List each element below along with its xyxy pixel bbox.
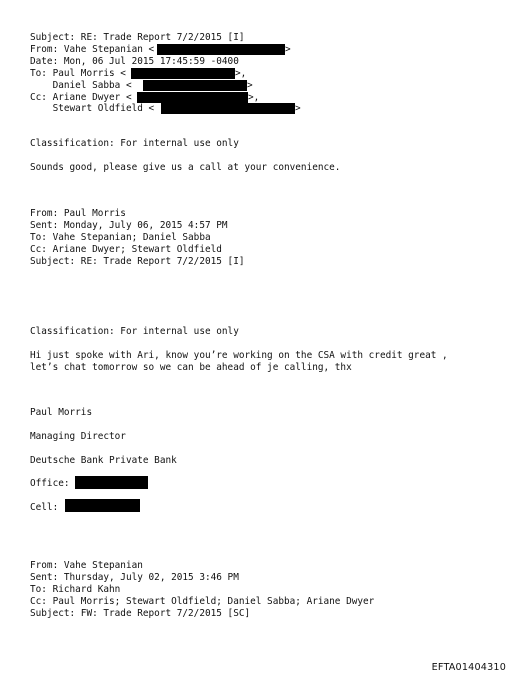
redaction-bar bbox=[75, 476, 148, 489]
signature-name: Paul Morris bbox=[30, 407, 93, 418]
redaction-bar bbox=[65, 499, 140, 512]
quoted1-body-line2: let’s chat tomorrow so we can be ahead of je calling, thx bbox=[30, 362, 352, 373]
message1-classification: Classification: For internal use only bbox=[30, 138, 239, 149]
header-from-prefix: From: Vahe Stepanian < bbox=[30, 44, 155, 55]
header-to2-suffix: > bbox=[247, 80, 253, 91]
header-from-suffix: > bbox=[285, 44, 291, 55]
quoted1-subject: Subject: RE: Trade Report 7/2/2015 [I] bbox=[30, 256, 245, 267]
header-subject: Subject: RE: Trade Report 7/2/2015 [I] bbox=[30, 32, 245, 43]
quoted1-sent: Sent: Monday, July 06, 2015 4:57 PM bbox=[30, 220, 228, 231]
quoted2-cc: Cc: Paul Morris; Stewart Oldfield; Daniel Sabba; Ariane Dwyer bbox=[30, 596, 375, 607]
header-date: Date: Mon, 06 Jul 2015 17:45:59 -0400 bbox=[30, 56, 239, 67]
bates-number: EFTA01404310 bbox=[431, 662, 506, 673]
quoted2-to: To: Richard Kahn bbox=[30, 584, 121, 595]
header-to-prefix: To: Paul Morris < bbox=[30, 68, 126, 79]
quoted2-sent: Sent: Thursday, July 02, 2015 3:46 PM bbox=[30, 572, 239, 583]
quoted2-subject: Subject: FW: Trade Report 7/2/2015 [SC] bbox=[30, 608, 251, 619]
quoted1-cc: Cc: Ariane Dwyer; Stewart Oldfield bbox=[30, 244, 222, 255]
signature-company: Deutsche Bank Private Bank bbox=[30, 455, 177, 466]
redaction-bar bbox=[143, 80, 247, 91]
quoted1-classification: Classification: For internal use only bbox=[30, 326, 239, 337]
quoted1-body-line1: Hi just spoke with Ari, know you’re working on the CSA with credit great , bbox=[30, 350, 448, 361]
signature-office-label: Office: bbox=[30, 478, 70, 489]
header-cc-suffix: >, bbox=[248, 92, 260, 103]
quoted1-from: From: Paul Morris bbox=[30, 208, 126, 219]
signature-title: Managing Director bbox=[30, 431, 126, 442]
redaction-bar bbox=[131, 68, 235, 79]
message1-body: Sounds good, please give us a call at your convenience. bbox=[30, 162, 341, 173]
redaction-bar bbox=[137, 92, 248, 103]
redaction-bar bbox=[157, 44, 285, 55]
header-cc2-prefix: Stewart Oldfield < bbox=[30, 103, 155, 114]
header-cc-prefix: Cc: Ariane Dwyer < bbox=[30, 92, 132, 103]
signature-cell-label: Cell: bbox=[30, 502, 59, 513]
redaction-bar bbox=[161, 103, 295, 114]
header-cc2-suffix: > bbox=[295, 103, 301, 114]
header-to-suffix: >, bbox=[235, 68, 247, 79]
header-to2-prefix: Daniel Sabba < bbox=[30, 80, 132, 91]
quoted1-to: To: Vahe Stepanian; Daniel Sabba bbox=[30, 232, 211, 243]
quoted2-from: From: Vahe Stepanian bbox=[30, 560, 143, 571]
